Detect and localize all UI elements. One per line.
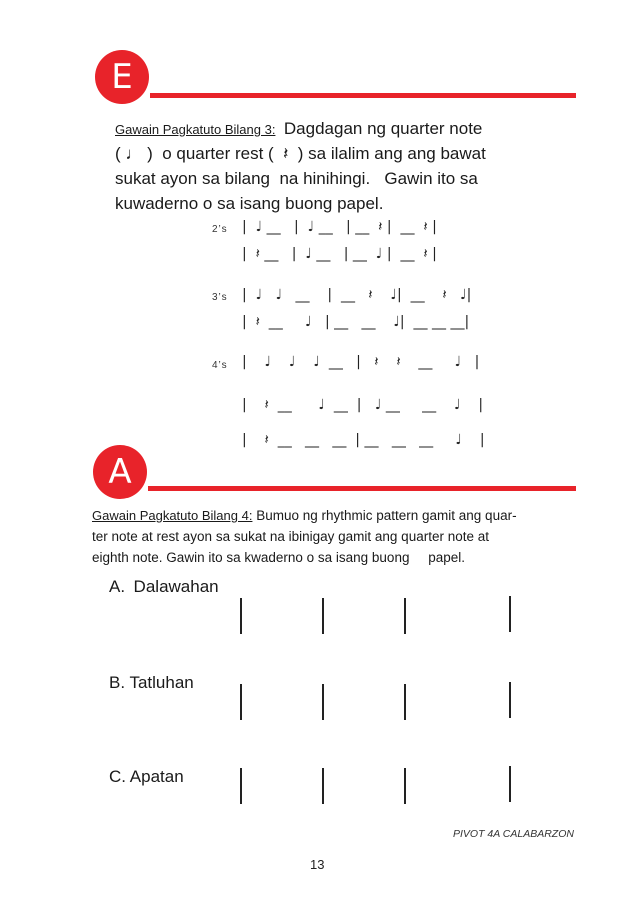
instruction-line-1: Dagdagan ng quarter note — [283, 119, 483, 138]
exercise-4s-row-2: | 𝄽 __ ♩ __ | ♩ __ __ ♩ | — [242, 397, 484, 413]
section-e-badge: E — [95, 50, 149, 104]
item-c-label: C. Apatan — [109, 767, 184, 786]
footer-credit: PIVOT 4A CALABARZON — [453, 828, 574, 840]
section-a-badge: A — [93, 445, 147, 499]
instruction-line-2: ( ♩ ) o quarter rest ( 𝄽 ) sa ilalim ang ang bawat — [115, 144, 486, 163]
exercise-2s-row-2: | 𝄽 __ | ♩ __ | __ ♩ | __ 𝄽 | — [242, 246, 437, 262]
instruction-a-line-3: eighth note. Gawin ito sa kwaderno o sa isang buong papel. — [92, 550, 465, 565]
exercise-2s-row-1: | ♩ __ | ♩ __ | __ 𝄽 | __ 𝄽 | — [242, 219, 437, 235]
measure-bar — [404, 598, 406, 634]
measure-bar — [240, 768, 242, 804]
section-a-instructions — [92, 505, 602, 568]
measure-bar — [322, 684, 324, 720]
measure-bar — [240, 684, 242, 720]
activity-3-heading: Gawain Pagkatuto Bilang 3: — [115, 122, 276, 137]
activity-4-heading: Gawain Pagkatuto Bilang 4: — [92, 508, 253, 523]
instruction-a-line-1: Bumuo ng rhythmic pattern gamit ang quar- — [252, 508, 517, 523]
exercise-3s-row-1: | ♩ ♩ __ | __ 𝄽 ♩| __ 𝄽 ♩| — [242, 287, 472, 303]
measure-bar — [322, 768, 324, 804]
measure-bar — [509, 766, 511, 802]
item-a-label: A. Dalawahan — [109, 577, 219, 596]
measure-bar — [509, 596, 511, 632]
section-e-instructions — [115, 116, 486, 216]
measure-bar — [404, 684, 406, 720]
section-a-divider — [148, 486, 576, 491]
exercise-4s-row-1: | ♩ ♩ ♩ __ | 𝄽 𝄽 __ ♩ | — [242, 354, 480, 370]
item-b-label: B. Tatluhan — [109, 673, 194, 692]
instruction-a-line-2: ter note at rest ayon sa sukat na ibinigay gamit ang quarter note at — [92, 529, 489, 544]
instruction-line-3: sukat ayon sa bilang na hinihingi. Gawin ito sa — [115, 169, 478, 188]
measure-bar — [240, 598, 242, 634]
measure-bar — [404, 768, 406, 804]
section-e-divider — [150, 93, 576, 98]
measure-bar — [322, 598, 324, 634]
meter-label-3s: 3’s — [212, 292, 228, 303]
page-number: 13 — [310, 857, 325, 872]
exercise-3s-row-2: | 𝄽 __ ♩ | __ __ ♩| __ __ __| — [242, 314, 470, 330]
measure-bar — [509, 682, 511, 718]
instruction-line-4: kuwaderno o sa isang buong papel. — [115, 194, 384, 213]
meter-label-2s: 2’s — [212, 224, 228, 235]
exercise-4s-row-3: | 𝄽 __ __ __ | __ __ __ ♩ | — [242, 432, 485, 448]
meter-label-4s: 4’s — [212, 360, 228, 371]
